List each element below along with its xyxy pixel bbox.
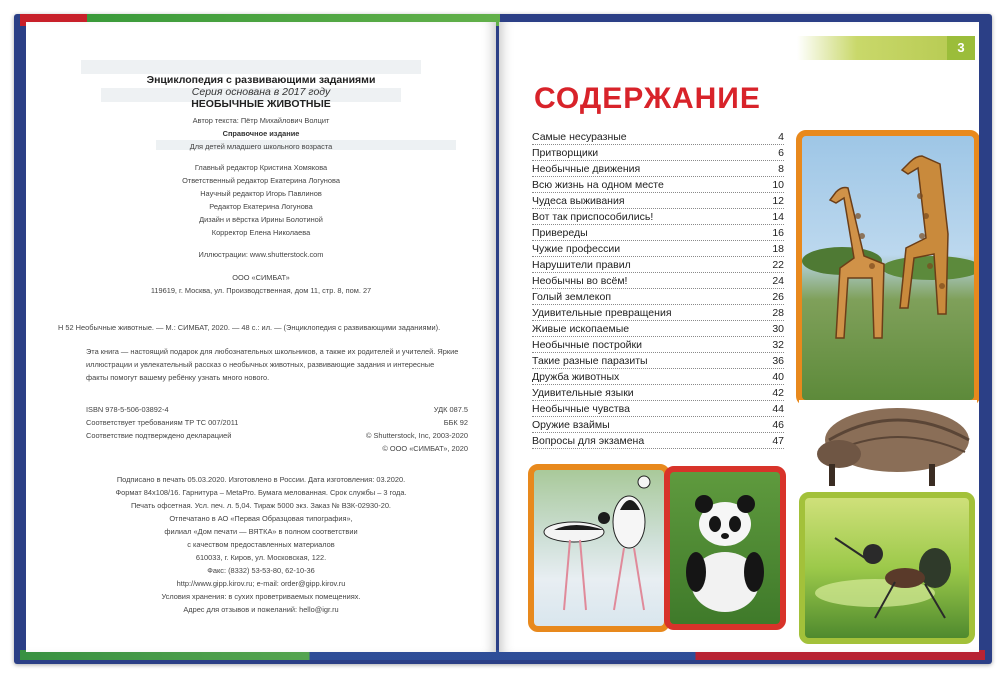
toc-page: 26 [772, 291, 784, 303]
toc-row[interactable] [532, 144, 784, 161]
publisher-line: ООО «СИМБАТ» [232, 273, 290, 282]
toc-label: Такие разные паразиты [532, 355, 648, 367]
toc-row[interactable] [532, 240, 784, 257]
print-info-line: Условия хранения: в сухих проветриваемых помещениях. [161, 592, 361, 601]
toc-row[interactable] [532, 368, 784, 385]
toc-label: Притворщики [532, 147, 599, 159]
print-info-line: Факс: (8332) 53-53-80, 62-10-36 [207, 566, 315, 575]
annotation-line: факты помогут вашему ребёнку узнать много нового. [86, 373, 270, 382]
toc-row[interactable] [532, 256, 784, 273]
certification-line: Соответствует требованиям ТР ТС 007/2011 [86, 418, 239, 427]
annotation-line: иллюстрации и увлекательный рассказ о необычных животных, развивающие задания и интересные [86, 360, 435, 369]
print-info-line: Подписано в печать 05.03.2020. Изготовлено в России. Дата изготовления: 03.2020. [116, 475, 406, 484]
page-number-bar [797, 36, 947, 60]
print-info-line: с качеством предоставленных материалов [187, 540, 335, 549]
toc-label: Дружба животных [532, 371, 620, 383]
publisher-address: 119619, г. Москва, ул. Производственная, дом 11, стр. 8, пом. 27 [150, 286, 372, 295]
author-line: Автор текста: Пётр Михайлович Волцит [192, 116, 330, 125]
armadillo-photo [799, 400, 977, 496]
toc-row[interactable] [532, 320, 784, 337]
credit-line: Ответственный редактор Екатерина Логунова [182, 176, 340, 185]
illustrations-line: Иллюстрации: www.shutterstock.com [198, 250, 324, 259]
toc-page: 47 [772, 435, 784, 447]
insect-photo [799, 492, 975, 644]
toc-label: Чудеса выживания [532, 195, 625, 207]
giraffe-photo [796, 130, 979, 406]
series-title: Энциклопедия с развивающими заданиями [146, 74, 376, 86]
series-year: Серия основана в 2017 году [191, 86, 331, 98]
credit-line: Научный редактор Игорь Павлинов [200, 189, 322, 198]
toc-page: 30 [772, 323, 784, 335]
toc-label: Привереды [532, 227, 588, 239]
toc-label: Вот так приспособились! [532, 211, 654, 223]
stilt-bird-photo [528, 464, 670, 632]
toc-row[interactable] [532, 160, 784, 177]
toc-page: 12 [772, 195, 784, 207]
toc-label: Нарушители правил [532, 259, 631, 271]
copyright-line: © ООО «СИМБАТ», 2020 [382, 444, 468, 453]
toc-page: 4 [778, 131, 784, 143]
toc-page: 42 [772, 387, 784, 399]
toc-label: Необычные постройки [532, 339, 642, 351]
credit-line: Главный редактор Кристина Хомякова [194, 163, 328, 172]
toc-page: 46 [772, 419, 784, 431]
toc-page: 40 [772, 371, 784, 383]
toc-row[interactable] [532, 128, 784, 145]
toc-page: 8 [778, 163, 784, 175]
armadillo-illustration [799, 400, 977, 496]
insect-illustration [805, 498, 969, 638]
print-info-line: Формат 84х108/16. Гарнитура – MetaPro. Бумага мелованная. Срок службы – 3 года. [115, 488, 407, 497]
toc-page: 28 [772, 307, 784, 319]
print-info-line: Отпечатано в АО «Первая Образцовая типография», [169, 514, 353, 523]
toc-label: Голый землекоп [532, 291, 612, 303]
toc-label: Необычные движения [532, 163, 641, 175]
right-page [499, 22, 979, 652]
toc-label: Всю жизнь на одном месте [532, 179, 664, 191]
toc-page: 32 [772, 339, 784, 351]
credit-line: Дизайн и вёрстка Ирины Болотиной [199, 215, 323, 224]
udk-line: УДК 087.5 [433, 405, 468, 414]
print-info-line: Печать офсетная. Усл. печ. л. 5,04. Тираж 5000 экз. Заказ № ВЗК-02930-20. [131, 501, 391, 510]
toc-row[interactable] [532, 384, 784, 401]
print-info-line: филиал «Дом печати — ВЯТКА» в полном соответствии [164, 527, 358, 536]
credit-line: Корректор Елена Николаева [211, 228, 311, 237]
bbk-line: ББК 92 [443, 418, 468, 427]
print-info-line: Адрес для отзывов и пожеланий: hello@igr.ru [183, 605, 339, 614]
copyright-line: © Shutterstock, Inc, 2003-2020 [366, 431, 468, 440]
toc-label: Удивительные языки [532, 387, 634, 399]
toc-row[interactable] [532, 176, 784, 193]
toc-page: 24 [772, 275, 784, 287]
page-number: 3 [947, 36, 975, 60]
toc-label: Удивительные превращения [532, 307, 672, 319]
toc-row[interactable] [532, 352, 784, 369]
print-info-line: 610033, г. Киров, ул. Московская, 122. [195, 553, 327, 562]
book-title: НЕОБЫЧНЫЕ ЖИВОТНЫЕ [191, 98, 331, 110]
declaration-line: Соответствие подтверждено декларацией [86, 431, 232, 440]
toc-row[interactable] [532, 336, 784, 353]
credit-line: Редактор Екатерина Логунова [209, 202, 313, 211]
toc-page: 14 [772, 211, 784, 223]
toc-page: 22 [772, 259, 784, 271]
toc-title: СОДЕРЖАНИЕ [534, 82, 761, 115]
isbn-line: ISBN 978-5-506-03892-4 [86, 405, 169, 414]
giraffe-illustration [802, 136, 974, 400]
toc-row[interactable] [532, 272, 784, 289]
toc-row[interactable] [532, 416, 784, 433]
panda-illustration [670, 472, 780, 624]
toc-label: Чужие профессии [532, 243, 621, 255]
toc-label: Оружие взаймы [532, 419, 610, 431]
toc-page: 16 [772, 227, 784, 239]
toc-label: Необычны во всём! [532, 275, 628, 287]
toc-page: 36 [772, 355, 784, 367]
toc-label: Самые несуразные [532, 131, 627, 143]
toc-label: Вопросы для экзамена [532, 435, 645, 447]
toc-label: Живые ископаемые [532, 323, 630, 335]
toc-page: 10 [772, 179, 784, 191]
toc-row[interactable] [532, 288, 784, 305]
toc-row[interactable] [532, 192, 784, 209]
stilt-bird-illustration [534, 470, 664, 626]
toc-row[interactable] [532, 432, 784, 449]
panda-photo [664, 466, 786, 630]
age-line: Для детей младшего школьного возраста [189, 142, 333, 151]
toc-page: 6 [778, 147, 784, 159]
toc-label: Необычные чувства [532, 403, 630, 415]
toc-row[interactable] [532, 304, 784, 321]
print-info-line: http://www.gipp.kirov.ru; e-mail: order@gipp.kirov.ru [176, 579, 346, 588]
annotation-line: Эта книга — настоящий подарок для любознательных школьников, а также их родителей и учителей. Яркие [86, 347, 459, 356]
catalog-line: Н 52 Необычные животные. — М.: СИМБАТ, 2020. — 48 с.: ил. — (Энциклопедия с развивающими заданиями). [58, 323, 441, 332]
toc-row[interactable] [532, 400, 784, 417]
edition-type: Справочное издание [222, 129, 300, 138]
toc-page: 18 [772, 243, 784, 255]
toc-row[interactable] [532, 208, 784, 225]
toc-page: 44 [772, 403, 784, 415]
toc-row[interactable] [532, 224, 784, 241]
